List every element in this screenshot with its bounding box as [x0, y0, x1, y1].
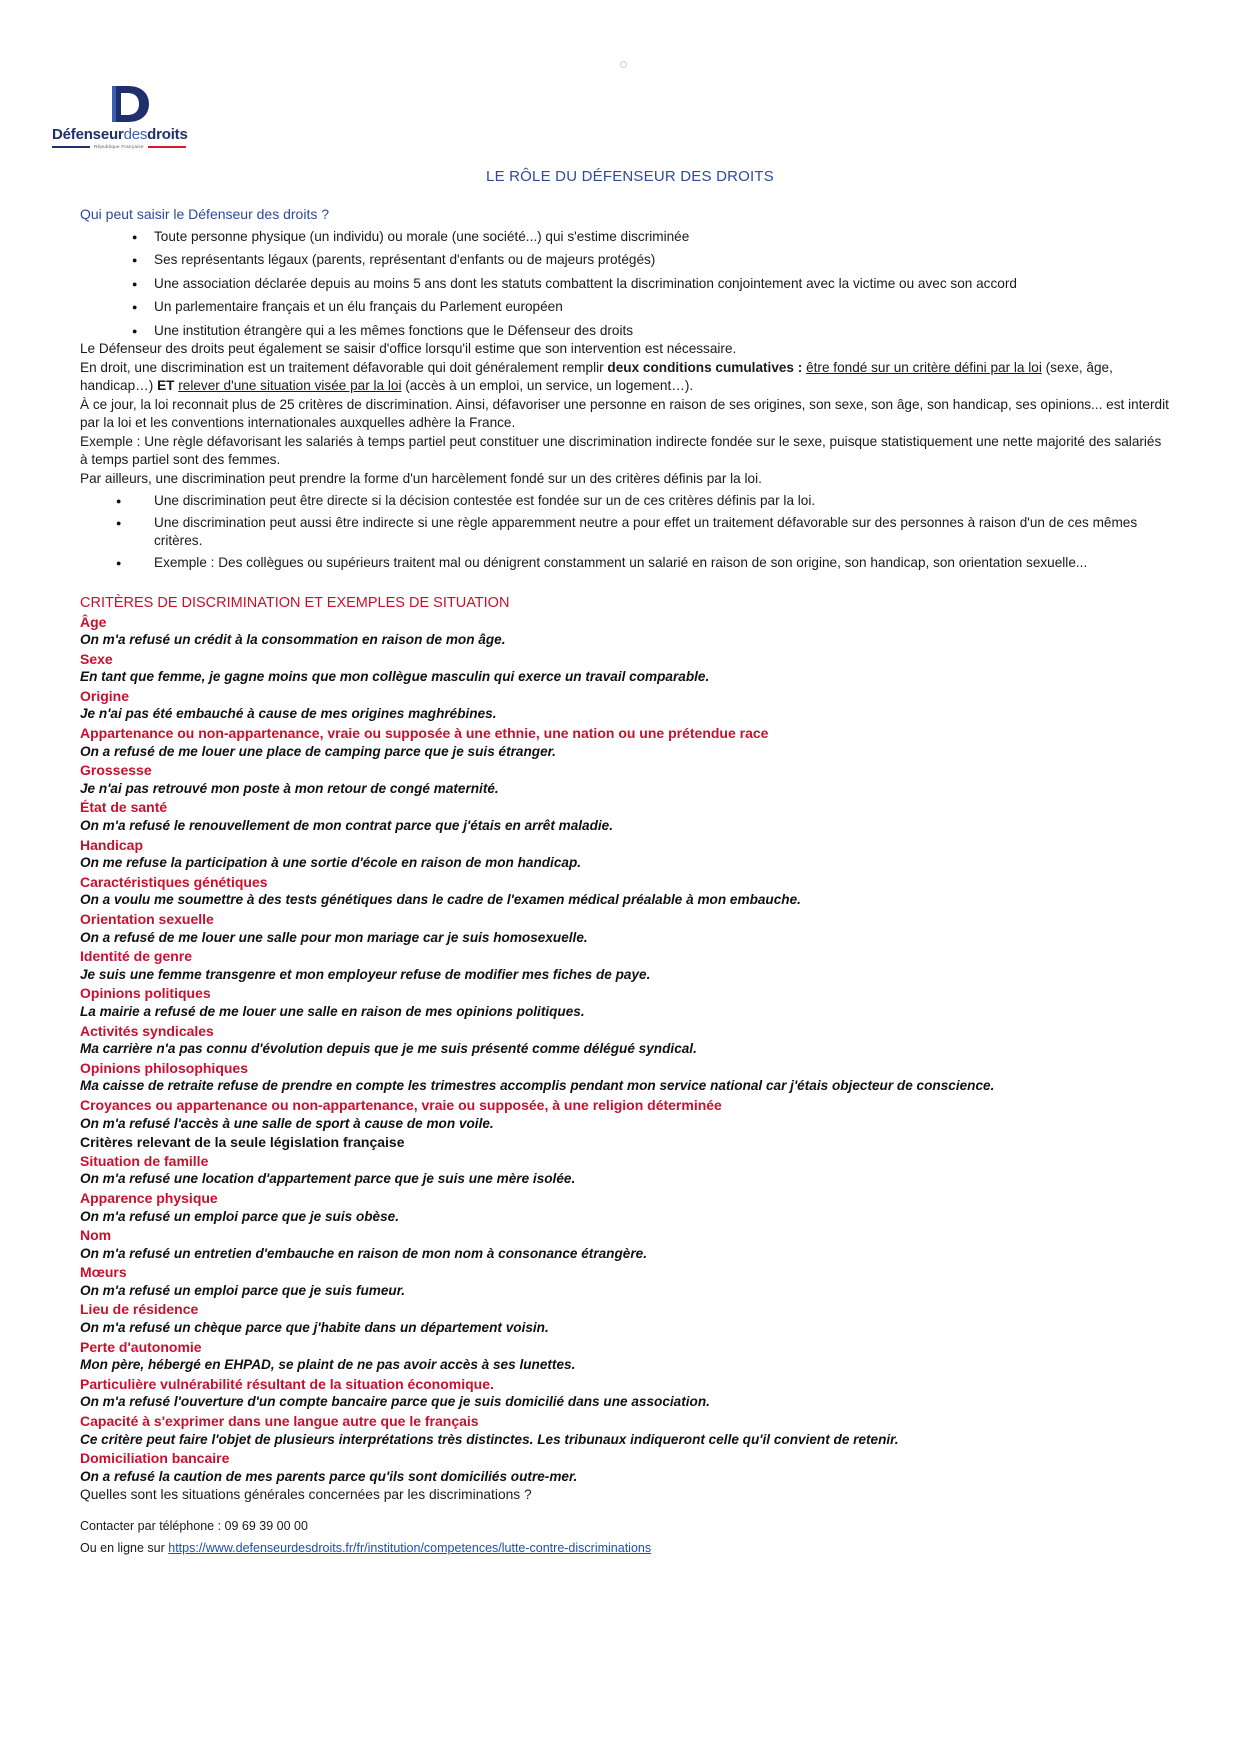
criterion-name: Particulière vulnérabilité résultant de la situation économique. — [80, 1375, 494, 1392]
criterion-example: Mon père, hébergé en EHPAD, se plaint de ne pas avoir accès à ses lunettes. — [80, 1357, 576, 1373]
logo-wordmark: Défenseurdesdroits — [52, 126, 188, 143]
criterion-example: On m'a refusé un entretien d'embauche en raison de mon nom à consonance étrangère. — [80, 1245, 647, 1261]
page-title: LE RÔLE DU DÉFENSEUR DES DROITS — [486, 168, 774, 185]
criterion-example: Ma carrière n'a pas connu d'évolution depuis que je me suis présenté comme délégué syndical. — [80, 1041, 697, 1057]
criterion-name: Nom — [80, 1227, 112, 1244]
paragraph-criteria-count: À ce jour, la loi reconnait plus de 25 critères de discrimination. Ainsi, défavoriser une personne en raison de ses origines, son sexe, son âge, son handicap, ses opinions... est interdit par la loi et les conventions internationales auxquelles adhère la France. — [80, 396, 1169, 430]
criterion-example: On m'a refusé un emploi parce que je suis fumeur. — [80, 1282, 406, 1298]
logo-bar-navy — [52, 146, 90, 148]
criterion-name: Lieu de résidence — [80, 1301, 199, 1318]
criterion-name: Handicap — [80, 836, 144, 853]
criterion-name: Domiciliation bancaire — [80, 1450, 230, 1467]
logo-d-mark — [108, 84, 152, 124]
defenseur-des-droits-logo — [52, 84, 212, 149]
criterion-name: Activités syndicales — [80, 1022, 214, 1039]
paragraph-self-referral: Le Défenseur des droits peut également se saisir d'office lorsqu'il estime que son intervention est nécessaire. — [80, 341, 737, 356]
criterion-name: Apparence physique — [80, 1189, 218, 1206]
list-item: ● Une institution étrangère qui a les mêmes fonctions que le Défenseur des droits — [80, 322, 1170, 341]
contact-online: Ou en ligne sur https://www.defenseurdesdroits.fr/fr/institution/competences/lutte-contre-discriminations — [80, 1541, 652, 1555]
criterion-example: On m'a refusé une location d'appartement parce que je suis une mère isolée. — [80, 1171, 576, 1187]
scan-speck — [620, 61, 627, 68]
criterion-name: Caractéristiques génétiques — [80, 873, 268, 890]
criterion-example: Je suis une femme transgenre et mon employeur refuse de modifier mes fiches de paye. — [80, 966, 651, 982]
paragraph-example: Exemple : Une règle défavorisant les salariés à temps partiel peut constituer une discrimination indirecte fondée sur le sexe, puisque statistiquement une nette majorité des salariés à temps partiel sont des femmes. — [80, 433, 1162, 467]
criterion-name: Orientation sexuelle — [80, 911, 214, 927]
who-can-refer-list — [80, 228, 1170, 341]
contact-block — [80, 1515, 1170, 1559]
list-item: ● Toute personne physique (un individu) ou morale (une société...) qui s'estime discriminée — [80, 228, 1170, 247]
criterion-name: Identité de genre — [80, 948, 193, 965]
paragraph-harassment: Par ailleurs, une discrimination peut prendre la forme d'un harcèlement fondé sur un des critères définis par la loi. — [80, 470, 762, 486]
criterion-name: État de santé — [80, 799, 168, 816]
criterion-example: En tant que femme, je gagne moins que mon collègue masculin qui exerce un travail comparable. — [80, 669, 710, 685]
criteria-section-title: CRITÈRES DE DISCRIMINATION ET EXEMPLES DE SITUATION — [80, 595, 510, 611]
criterion-example: Ce critère peut faire l'objet de plusieurs interprétations très distinctes. Les tribunaux indiqueront celle qu'il convient de retenir. — [80, 1431, 899, 1447]
criterion-example: On m'a refusé l'accès à une salle de sport à cause de mon voile. — [80, 1115, 494, 1131]
criterion-example: On a refusé la caution de mes parents parce qu'ils sont domiciliés outre-mer. — [80, 1468, 578, 1484]
list-item: ● Une discrimination peut aussi être indirecte si une règle apparemment neutre a pour effet un traitement défavorable sur des personnes à raison d'un de ces mêmes critères. — [80, 514, 1170, 551]
criterion-name: Grossesse — [80, 762, 152, 779]
logo-subline — [52, 144, 212, 149]
list-item: ● Un parlementaire français et un élu français du Parlement européen — [80, 298, 1170, 317]
criterion-name: Perte d'autonomie — [80, 1338, 202, 1355]
list-item: ● Une association déclarée depuis au moins 5 ans dont les statuts combattent la discrimination conjointement avec la victime ou avec son accord — [80, 275, 1170, 294]
criterion-example: On m'a refusé un chèque parce que j'habite dans un département voisin. — [80, 1320, 549, 1336]
who-can-refer-question: Qui peut saisir le Défenseur des droits ? — [80, 206, 330, 222]
criterion-example: On a voulu me soumettre à des tests génétiques dans le cadre de l'examen médical préalable à mon embauche. — [80, 892, 801, 908]
criterion-name: Opinions philosophiques — [80, 1059, 248, 1076]
criterion-example: Je n'ai pas été embauché à cause de mes origines maghrébines. — [80, 706, 497, 722]
criterion-name: Situation de famille — [80, 1152, 209, 1169]
criterion-name: Sexe — [80, 650, 113, 667]
criterion-name: Capacité à s'exprimer dans une langue autre que le français — [80, 1413, 479, 1430]
criterion-example: Ma caisse de retraite refuse de prendre en compte les trimestres accomplis pendant mon service national car j'étais objecteur de conscience. — [80, 1078, 995, 1094]
website-link[interactable]: https://www.defenseurdesdroits.fr/fr/institution/competences/lutte-contre-discriminations — [168, 1541, 652, 1555]
criteria-list — [80, 613, 1170, 1134]
criterion-example: On me refuse la participation à une sortie d'école en raison de mon handicap. — [80, 855, 582, 871]
contact-phone: Contacter par téléphone : 09 69 39 00 00 — [80, 1519, 308, 1533]
criterion-example: On m'a refusé un crédit à la consommation en raison de mon âge. — [80, 632, 506, 648]
criterion-name: Origine — [80, 687, 130, 704]
list-item: ● Ses représentants légaux (parents, représentant d'enfants ou de majeurs protégés) — [80, 251, 1170, 270]
criterion-example: La mairie a refusé de me louer une salle en raison de mes opinions politiques. — [80, 1003, 585, 1019]
list-item: ● Une discrimination peut être directe si la décision contestée est fondée sur un de ces critères définis par la loi. — [80, 492, 1170, 511]
french-only-subtitle: Critères relevant de la seule législation française — [80, 1134, 405, 1151]
criterion-example: On a refusé de me louer une salle pour mon mariage car je suis homosexuelle. — [80, 929, 588, 945]
paragraph-definition: En droit, une discrimination est un traitement défavorable qui doit généralement remplir deux conditions cumulatives : être fondé sur un critère défini par la loi (sexe, âge, handicap…) ET relever d'une situation visée par la loi (accès à un emploi, un service, un logement…). — [80, 359, 1113, 393]
criterion-name: Appartenance ou non-appartenance, vraie ou supposée à une ethnie, une nation ou une prétendue race — [80, 725, 769, 742]
criterion-example: On m'a refusé l'ouverture d'un compte bancaire parce que je suis domicilié dans une association. — [80, 1394, 710, 1410]
criterion-name: Mœurs — [80, 1264, 127, 1281]
logo-republic-label: République Française — [94, 144, 144, 149]
criterion-name: Opinions politiques — [80, 985, 211, 1002]
list-item: ● Exemple : Des collègues ou supérieurs traitent mal ou dénigrent constamment un salarié en raison de son origine, son handicap, son orientation sexuelle... — [80, 554, 1170, 573]
criteria-fr-list — [80, 1152, 1170, 1487]
document-body — [80, 205, 1170, 1559]
final-question: Quelles sont les situations générales concernées par les discriminations ? — [80, 1487, 532, 1503]
logo-bar-red — [148, 146, 186, 148]
criterion-example: On a refusé de me louer une place de camping parce que je suis étranger. — [80, 743, 556, 759]
criterion-example: Je n'ai pas retrouvé mon poste à mon retour de congé maternité. — [80, 780, 499, 796]
discrimination-types-list — [80, 492, 1170, 572]
criterion-name: Croyances ou appartenance ou non-appartenance, vraie ou supposée, à une religion déterminée — [80, 1096, 722, 1113]
criterion-example: On m'a refusé un emploi parce que je suis obèse. — [80, 1208, 400, 1224]
criterion-example: On m'a refusé le renouvellement de mon contrat parce que j'étais en arrêt maladie. — [80, 818, 614, 834]
criterion-name: Âge — [80, 613, 107, 630]
